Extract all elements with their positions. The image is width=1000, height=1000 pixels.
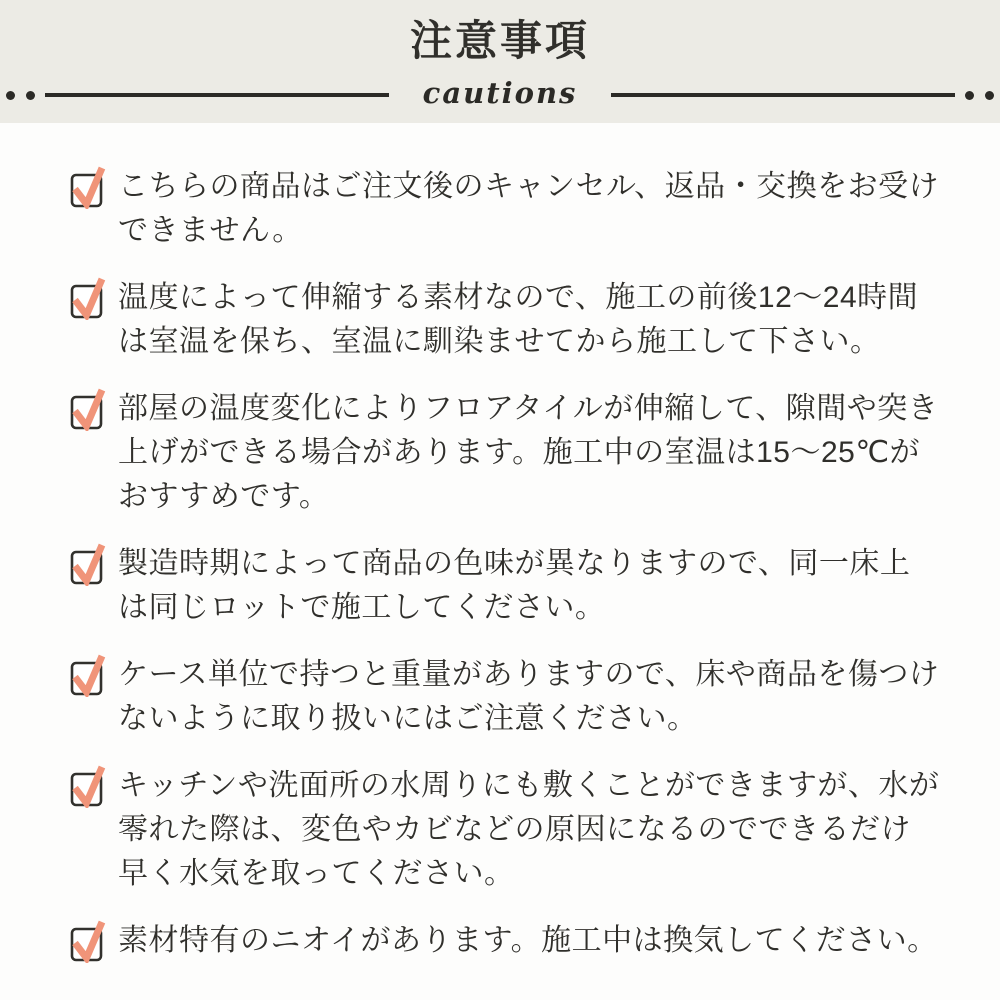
checkbox-checked-icon <box>70 165 106 209</box>
section-title: 注意事項 <box>409 17 590 64</box>
checkbox-checked-icon <box>70 919 106 963</box>
caution-text: 製造時期によって商品の色味が異なりますので、同一床上は同じロットで施工してください。 <box>118 547 911 624</box>
caution-text: 温度によって伸縮する素材なので、施工の前後12〜24時間は室温を保ち、室温に馴染ませてから施工して下さい。 <box>118 281 919 358</box>
dot-icon <box>26 91 35 100</box>
caution-item <box>70 653 944 741</box>
caution-text: こちらの商品はご注文後のキャンセル、返品・交換をお受けできません。 <box>118 170 940 247</box>
dot-icon <box>965 91 974 100</box>
caution-text: 部屋の温度変化によりフロアタイルが伸縮して、隙間や突き上げができる場合があります。施工中の室温は15〜25℃がおすすめです。 <box>118 392 939 513</box>
divider-rule-left <box>45 93 389 97</box>
checkbox-checked-icon <box>70 542 106 586</box>
checkbox-checked-icon <box>70 764 106 808</box>
caution-item <box>70 276 944 364</box>
checkbox-checked-icon <box>70 387 106 431</box>
divider-dots-left-icon <box>6 91 35 100</box>
section-subtitle-en: cautions <box>422 76 578 111</box>
title-divider <box>0 78 1000 112</box>
caution-text: キッチンや洗面所の水周りにも敷くことができますが、水が零れた際は、変色やカビなどの原因になるのでできるだけ早く水気を取ってください。 <box>118 769 940 890</box>
caution-item <box>70 542 944 630</box>
checkbox-checked-icon <box>70 276 106 320</box>
caution-item <box>70 387 944 519</box>
dot-icon <box>985 91 994 100</box>
checkbox-checked-icon <box>70 653 106 697</box>
caution-item <box>70 165 944 253</box>
divider-dots-right-icon <box>965 91 994 100</box>
caution-text: ケース単位で持つと重量がありますので、床や商品を傷つけないように取り扱いにはご注意ください。 <box>118 658 940 735</box>
divider-rule-right <box>611 93 955 97</box>
section-header <box>0 0 1000 123</box>
caution-text: 素材特有のニオイがあります。施工中は換気してください。 <box>118 924 938 957</box>
caution-item <box>70 764 944 896</box>
cautions-list <box>0 123 1000 963</box>
caution-item <box>70 919 944 963</box>
dot-icon <box>6 91 15 100</box>
